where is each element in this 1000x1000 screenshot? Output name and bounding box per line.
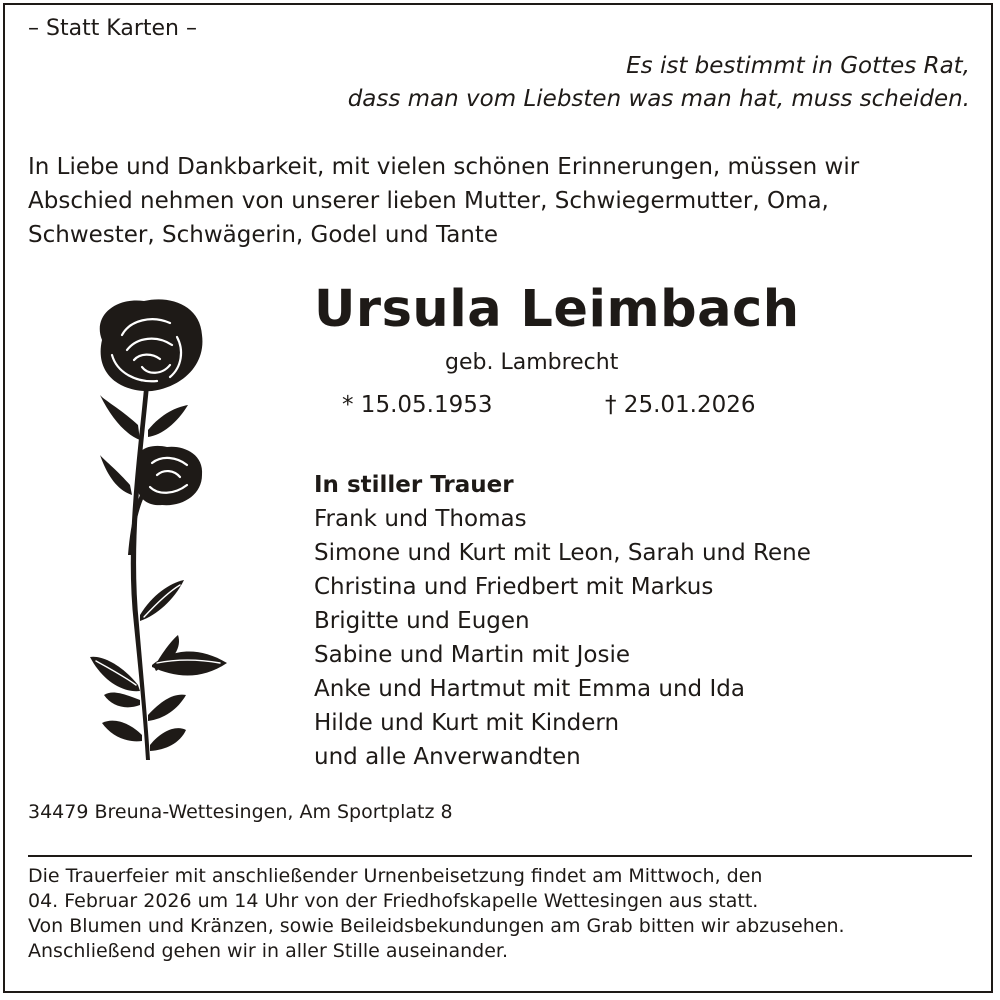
bible-verse bbox=[348, 50, 970, 116]
verse-line-1: Es ist bestimmt in Gottes Rat, bbox=[626, 53, 970, 79]
mourners-list bbox=[314, 468, 811, 774]
birth-date: * 15.05.1953 bbox=[342, 392, 493, 418]
rose-illustration bbox=[82, 295, 242, 765]
divider-line bbox=[28, 855, 972, 857]
mourner-line: Anke und Hartmut mit Emma und Ida bbox=[314, 676, 745, 702]
notice-line-1: Die Trauerfeier mit anschließender Urnenbeisetzung findet am Mittwoch, den bbox=[28, 865, 763, 887]
deceased-name: Ursula Leimbach bbox=[314, 280, 800, 339]
verse-line-2: dass man vom Liebsten was man hat, muss scheiden. bbox=[347, 86, 970, 112]
funeral-notice bbox=[28, 864, 845, 964]
intro-text bbox=[28, 150, 859, 252]
mourner-line: Frank und Thomas bbox=[314, 506, 527, 532]
mourner-line: Brigitte und Eugen bbox=[314, 608, 530, 634]
maiden-name: geb. Lambrecht bbox=[445, 350, 619, 375]
death-date: † 25.01.2026 bbox=[605, 392, 756, 418]
family-address: 34479 Breuna-Wettesingen, Am Sportplatz 8 bbox=[28, 801, 453, 823]
notice-line-4: Anschließend gehen wir in aller Stille auseinander. bbox=[28, 940, 509, 962]
mourners-heading: In stiller Trauer bbox=[314, 472, 514, 498]
mourner-line: Sabine und Martin mit Josie bbox=[314, 642, 630, 668]
intro-line-2: Abschied nehmen von unserer lieben Mutter, Schwiegermutter, Oma, bbox=[28, 188, 829, 214]
notice-line-3: Von Blumen und Kränzen, sowie Beileidsbekundungen am Grab bitten wir abzusehen. bbox=[28, 915, 845, 937]
intro-line-1: In Liebe und Dankbarkeit, mit vielen schönen Erinnerungen, müssen wir bbox=[28, 154, 860, 180]
mourner-line: Simone und Kurt mit Leon, Sarah und Rene bbox=[314, 540, 811, 566]
mourner-line: Hilde und Kurt mit Kindern bbox=[314, 710, 620, 736]
header-statt-karten: – Statt Karten – bbox=[28, 16, 197, 41]
notice-line-2: 04. Februar 2026 um 14 Uhr von der Friedhofskapelle Wettesingen aus statt. bbox=[28, 890, 759, 912]
intro-line-3: Schwester, Schwägerin, Godel und Tante bbox=[28, 222, 499, 248]
mourner-line: Christina und Friedbert mit Markus bbox=[314, 574, 714, 600]
mourner-line: und alle Anverwandten bbox=[314, 744, 581, 770]
